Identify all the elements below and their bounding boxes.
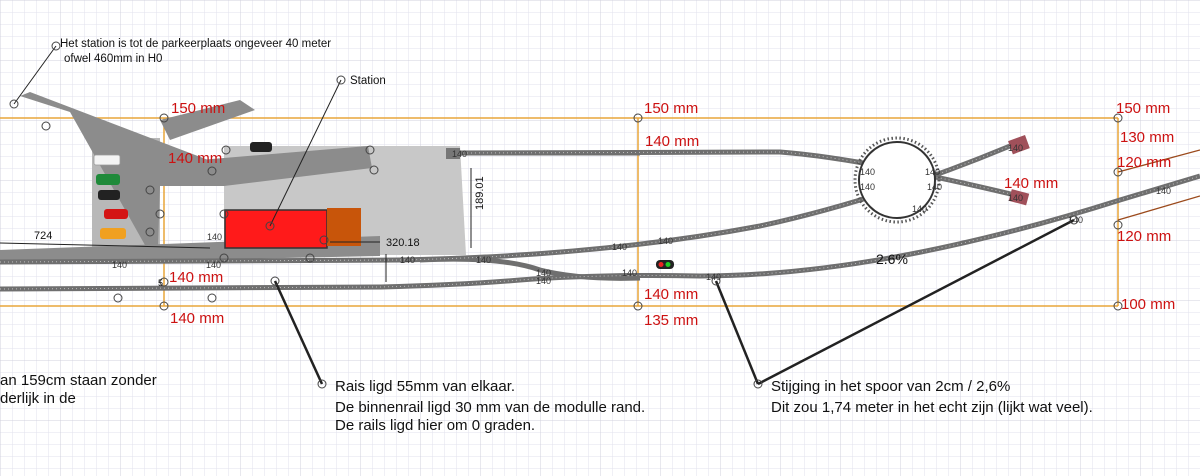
side-5: 5 (158, 278, 164, 288)
track-label: 140 (1008, 143, 1024, 153)
height-label: 100 mm (1121, 296, 1176, 313)
height-label: 150 mm (644, 100, 699, 117)
track-label: 140 (925, 167, 941, 177)
car-icon (100, 228, 126, 239)
track-label: 140 (622, 268, 638, 278)
signal-icon (656, 260, 674, 269)
height-label: 120 mm (1117, 154, 1172, 171)
track-label: 140 (612, 242, 628, 252)
car-icon (250, 142, 272, 152)
track-label: 140 (706, 272, 722, 282)
track-label: 140 (400, 255, 416, 265)
station-annex (327, 208, 361, 246)
car-icon (104, 209, 128, 219)
track-label: 140 (112, 260, 128, 270)
track-label: 140 (912, 204, 928, 214)
height-label: 135 mm (644, 312, 699, 329)
height-label: 140 mm (169, 269, 224, 286)
slope-note-2: Dit zou 1,74 meter in het echt zijn (lijkt wat veel). (771, 399, 1093, 416)
station-distance-note: Het station is tot de parkeerplaats ongeveer 40 meter (60, 38, 332, 50)
slope-note-1: Stijging in het spoor van 2cm / 2,6% (771, 378, 1011, 395)
track-label: 140 (860, 167, 876, 177)
height-label: 140 mm (170, 310, 225, 327)
rails-note-1: Rais ligd 55mm van elkaar. (335, 378, 516, 395)
dimension-189: 189.01 (474, 176, 486, 210)
height-label: 130 mm (1120, 129, 1175, 146)
height-label: 140 mm (645, 133, 700, 150)
track-label: 140 (452, 149, 468, 159)
track-label: 140 (536, 268, 552, 278)
station-building (225, 210, 327, 248)
track-label: 140 (476, 255, 492, 265)
height-label: 140 mm (1004, 175, 1059, 192)
track-label: 140 (1068, 215, 1084, 225)
track-label: 140 (1008, 193, 1024, 203)
track-label: 140 (207, 232, 223, 242)
station-label: Station (350, 75, 386, 87)
height-label: 140 mm (168, 150, 223, 167)
car-icon (98, 190, 120, 200)
rails-note-2: De binnenrail ligd 30 mm van de modulle rand. (335, 399, 646, 416)
station-distance-note-2: ofwel 460mm in H0 (64, 53, 163, 65)
slope-percent: 2.6% (876, 251, 908, 267)
track-label: 140 (658, 236, 674, 246)
track-label: 140 (1156, 186, 1172, 196)
track-label: 140 (860, 182, 876, 192)
track-label: 140 (206, 260, 222, 270)
height-label: 150 mm (171, 100, 226, 117)
car-icon (94, 155, 120, 165)
track-label: 140 (536, 276, 552, 286)
height-label: 120 mm (1117, 228, 1172, 245)
car-icon (96, 174, 120, 185)
height-label: 140 mm (644, 286, 699, 303)
dimension-320: 320.18 (386, 237, 420, 249)
track-label: 140 (927, 182, 943, 192)
dimension-724: 724 (34, 230, 53, 242)
height-label: 150 mm (1116, 100, 1171, 117)
left-note-1: an 159cm staan zonder (0, 372, 157, 389)
left-note-2: derlijk in de (0, 390, 76, 407)
rails-note-3: De rails ligd hier om 0 graden. (335, 417, 536, 434)
